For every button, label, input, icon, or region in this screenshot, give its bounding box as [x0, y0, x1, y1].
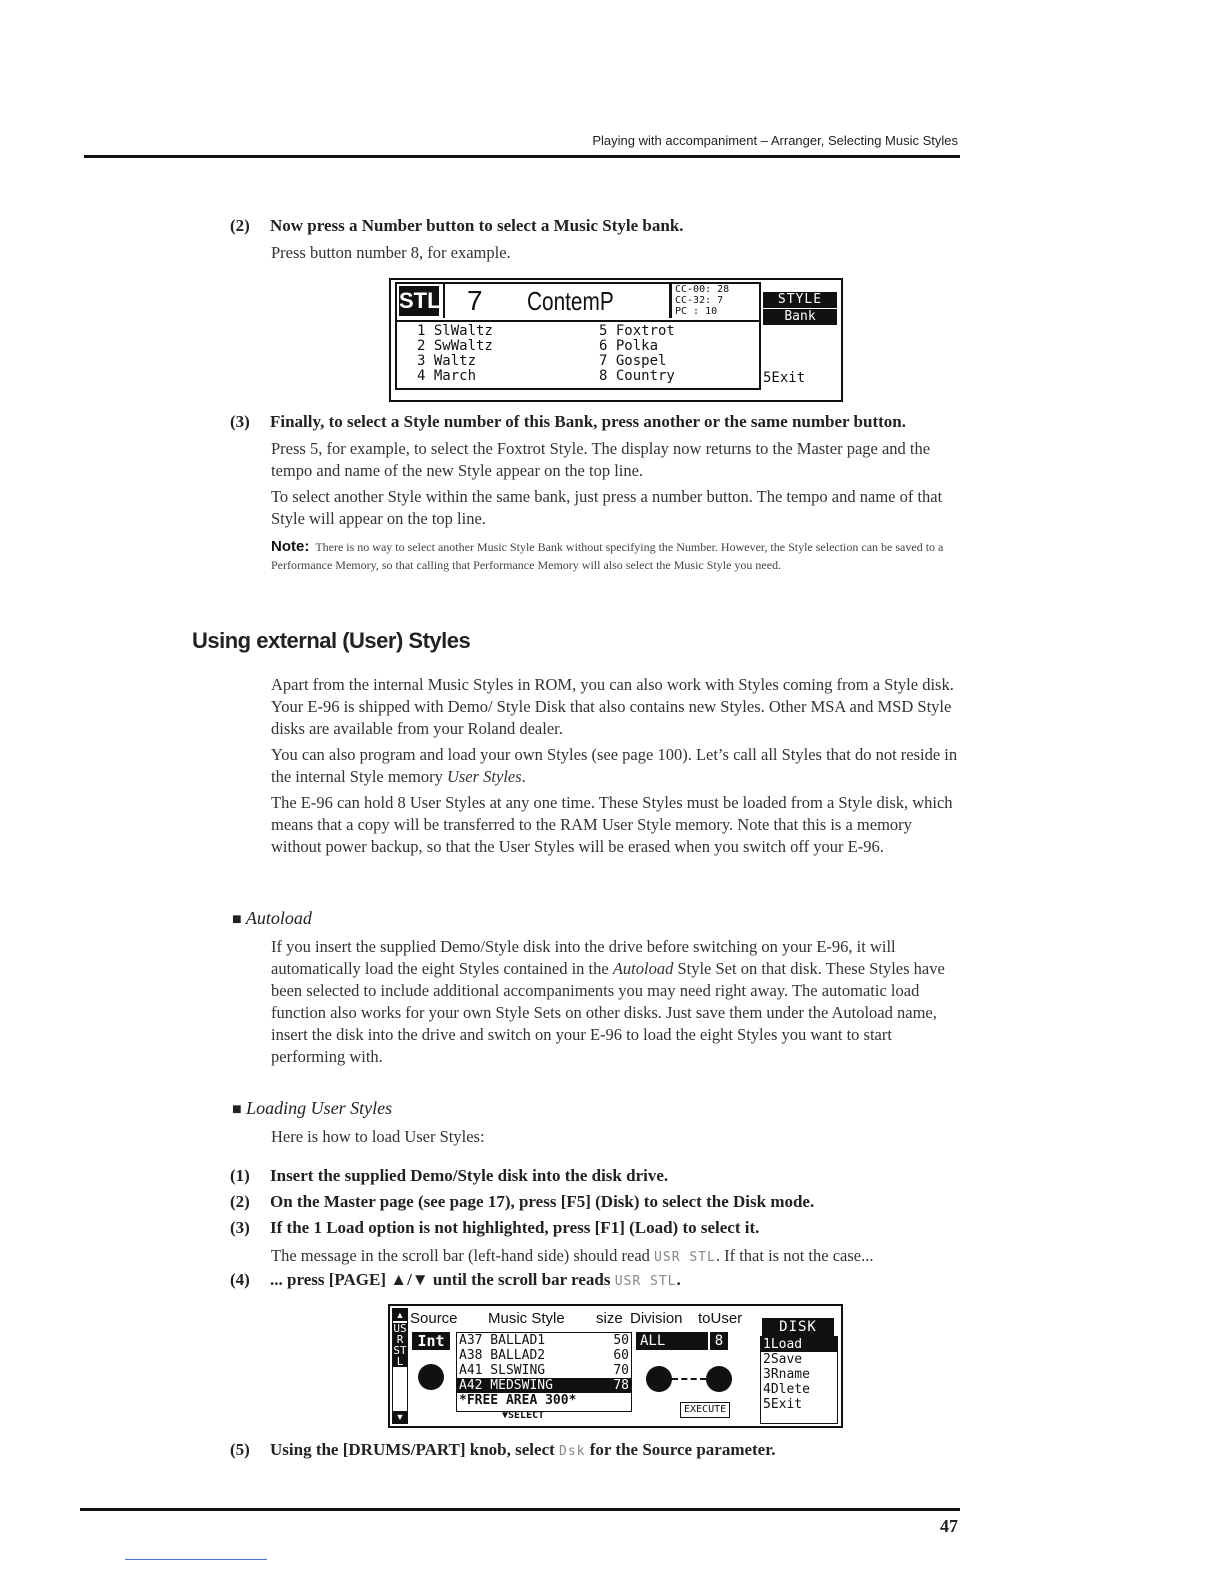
lcd-menu-item-save[interactable]: 2Save: [763, 1352, 803, 1367]
lcd-inline-text: Dsk: [559, 1444, 586, 1459]
load-step-3: [230, 1218, 759, 1238]
lcd-inline-text: USR STL: [614, 1274, 677, 1289]
lcd-style-row: [457, 1363, 631, 1378]
lcd-right-title: STYLE: [763, 292, 837, 308]
lcd-style-item: 8 Country: [599, 368, 675, 384]
section-p1: Apart from the internal Music Styles in ROM, you can also work with Styles coming from a Style disk. Your E-96 is shipped with Demo/ Style Disk that also contains new Styles. Other MSA and MSD Style disks are available from your Roland dealer.: [271, 675, 954, 738]
text-run: . If that is not the case...: [715, 1246, 874, 1265]
row-name: A41 SLSWING: [459, 1363, 546, 1378]
step-number: (5): [230, 1440, 250, 1459]
loading-title: Loading User Styles: [246, 1098, 393, 1118]
lcd-bank-name: ContemP: [527, 286, 614, 316]
row-size: 78: [613, 1378, 629, 1393]
step-number: (3): [230, 1218, 250, 1237]
step-3: [230, 412, 906, 432]
text-run: You can also program and load your own Styles (see page 100). Let’s call all Styles that do not reside in the internal Style memory: [271, 745, 958, 786]
bullet-square: ■: [232, 911, 242, 928]
step-title: ... press [PAGE] ▲/▼ until the scroll bar reads: [270, 1270, 615, 1289]
text-run: If you insert the supplied Demo/Style disk into the drive before switching on your E-96, it will automatically load the eight Styles contained in the: [271, 937, 896, 978]
lcd-select-hint: ▼SELECT: [502, 1410, 545, 1421]
lcd-hdr-division: Division: [630, 1310, 683, 1327]
text-run: .: [521, 767, 526, 786]
text-run: The message in the scroll bar (left-hand side) should read: [271, 1246, 655, 1265]
step-title: Now press a Number button to select a Music Style bank.: [270, 216, 684, 235]
lcd-style-col-right: [599, 324, 675, 384]
autoload-title: Autoload: [245, 908, 312, 928]
lcd-hdr-touser: toUser: [698, 1310, 743, 1327]
lcd-right-title: DISK: [762, 1318, 834, 1336]
note-label: Note:: [271, 538, 310, 555]
lcd-inline-text: USR STL: [654, 1250, 716, 1265]
lcd-cc00: CC-00: 28: [675, 284, 730, 295]
knob-icon: [646, 1366, 672, 1392]
lcd-style-list: [456, 1332, 632, 1412]
lcd-free-area: *FREE AREA 300*: [459, 1393, 577, 1408]
lcd-title-frame: [395, 282, 761, 322]
lcd-divider: [443, 284, 445, 318]
lcd-exit: 5Exit: [763, 370, 806, 386]
lcd-style-item: 6 Polka: [599, 338, 659, 354]
step-number: (2): [230, 1192, 250, 1211]
scroll-up-icon: ▲: [393, 1309, 407, 1321]
lcd-style-col-left: [417, 324, 493, 384]
page-number: 47: [940, 1516, 958, 1536]
step-title: Insert the supplied Demo/Style disk into the disk drive.: [270, 1166, 669, 1185]
lcd-style-item: 5 Foxtrot: [599, 323, 675, 339]
lcd-style-list: [395, 320, 761, 390]
step-title: On the Master page (see page 17), press [F5] (Disk) to select the Disk mode.: [270, 1192, 815, 1211]
step-3-body-1: Press 5, for example, to select the Foxtrot Style. The display now returns to the Master page and the tempo and name of the new Style appear on the top line.: [271, 439, 931, 480]
row-name: A37 BALLAD1: [459, 1333, 546, 1348]
lcd-style-item: 3 Waltz: [417, 353, 477, 369]
step-2-body: Press button number 8, for example.: [271, 243, 511, 262]
scroll-down-icon: ▼: [393, 1411, 407, 1423]
lcd-execute-button[interactable]: EXECUTE: [680, 1402, 730, 1418]
step-number: (2): [230, 216, 250, 235]
loading-heading: [232, 1098, 392, 1119]
row-size: 70: [613, 1363, 629, 1378]
link-underline: [125, 1559, 267, 1560]
header-rule: [84, 155, 960, 158]
lcd-disk-menu: [760, 1336, 838, 1424]
lcd-hdr-size: size: [596, 1310, 623, 1327]
lcd-mode-badge: STL: [399, 286, 439, 316]
lcd-style-item: 1 SlWaltz: [417, 323, 493, 339]
text-run-italic: Autoload: [612, 959, 674, 978]
footer-rule: [80, 1508, 960, 1511]
lcd-touser-value: 8: [710, 1332, 728, 1350]
loading-intro: Here is how to load User Styles:: [271, 1127, 485, 1146]
text-run: .: [676, 1270, 681, 1289]
lcd-style-item: 4 March: [417, 368, 477, 384]
section-p2: [271, 744, 961, 788]
text-run-italic: User Styles: [446, 767, 522, 786]
lcd-menu-item-load[interactable]: 1Load: [761, 1337, 837, 1352]
step-title: Finally, to select a Style number of this Bank, press another or the same number button.: [270, 412, 906, 431]
load-step-2: [230, 1192, 814, 1212]
step-3-body-2: To select another Style within the same bank, just press a number button. The tempo and name of that Style will appear on the top line.: [271, 487, 943, 528]
load-step-4: [230, 1270, 681, 1290]
lcd-style-row: [457, 1333, 631, 1348]
lcd-style-row: [457, 1348, 631, 1363]
lcd-hdr-source: Source: [410, 1310, 458, 1327]
row-name: A42 MEDSWING: [459, 1378, 553, 1393]
note-text: There is no way to select another Music Style Bank without specifying the Number. However, the Style selection can be saved to a Performance Memory, so that calling that Performance Memory will also select the Music Style you need.: [271, 540, 944, 572]
lcd-menu-item-exit[interactable]: 5Exit: [763, 1397, 803, 1412]
lcd-cc32: CC-32: 7: [675, 295, 724, 306]
step-number: (3): [230, 412, 250, 431]
step-number: (4): [230, 1270, 250, 1289]
step-2: [230, 216, 684, 236]
lcd-cc-box: [669, 284, 760, 318]
load-step-3-body: [271, 1245, 961, 1269]
autoload-heading: [232, 908, 312, 929]
bullet-square: ■: [232, 1101, 242, 1118]
lcd-menu-item-dlete[interactable]: 4Dlete: [763, 1382, 810, 1397]
lcd-style-row-selected: [457, 1378, 631, 1393]
load-step-1: [230, 1166, 668, 1186]
lcd-exit-cell: [759, 368, 841, 388]
lcd-style-item: 2 SwWaltz: [417, 338, 493, 354]
lcd-bank-number: 7: [467, 285, 483, 316]
row-name: A38 BALLAD2: [459, 1348, 546, 1363]
note-block: [271, 538, 961, 574]
lcd-division-value: ALL: [636, 1332, 708, 1350]
lcd-menu-item-rname[interactable]: 3Rname: [763, 1367, 810, 1382]
lcd-scroll-label: USR STL: [393, 1322, 407, 1368]
knob-icon: [706, 1366, 732, 1392]
knob-link-line: [672, 1378, 706, 1380]
lcd-style-bank: [389, 278, 843, 402]
text-run: Style Set on that disk. These Styles have been selected to include additional accompaniments you may need right away. The automatic load function also works for your own Style Sets on other disks. Just save them under the Autoload name, insert the disk into the drive and switch on your E-96 to load the eight Styles you want to start performing with.: [271, 959, 945, 1066]
lcd-right-sub: Bank: [763, 309, 837, 325]
lcd-style-item: 7 Gospel: [599, 353, 667, 369]
row-size: 50: [613, 1333, 629, 1348]
knob-icon: [418, 1364, 444, 1390]
step-title: If the 1 Load option is not highlighted, press [F1] (Load) to select it.: [270, 1218, 760, 1237]
section-p3: The E-96 can hold 8 User Styles at any one time. These Styles must be loaded from a Style disk, which means that a copy will be transferred to the RAM User Style memory. Note that this is a memory without power backup, so that the User Styles will be erased when you switch off your E-96.: [271, 793, 953, 856]
lcd-scroll-bar: [392, 1308, 408, 1424]
running-header: Playing with accompaniment – Arranger, Selecting Music Styles: [592, 133, 958, 148]
lcd-disk-load: [388, 1304, 843, 1428]
lcd-source-value: Int: [412, 1332, 450, 1350]
autoload-body: [271, 936, 961, 1068]
text-run: for the Source parameter.: [585, 1440, 776, 1459]
lcd-pc: PC : 10: [675, 306, 718, 317]
lcd-hdr-music: Music Style: [488, 1310, 565, 1327]
load-step-5: [230, 1440, 775, 1460]
section-title: Using external (User) Styles: [192, 628, 471, 653]
row-size: 60: [613, 1348, 629, 1363]
step-number: (1): [230, 1166, 250, 1185]
step-title: Using the [DRUMS/PART] knob, select: [270, 1440, 560, 1459]
